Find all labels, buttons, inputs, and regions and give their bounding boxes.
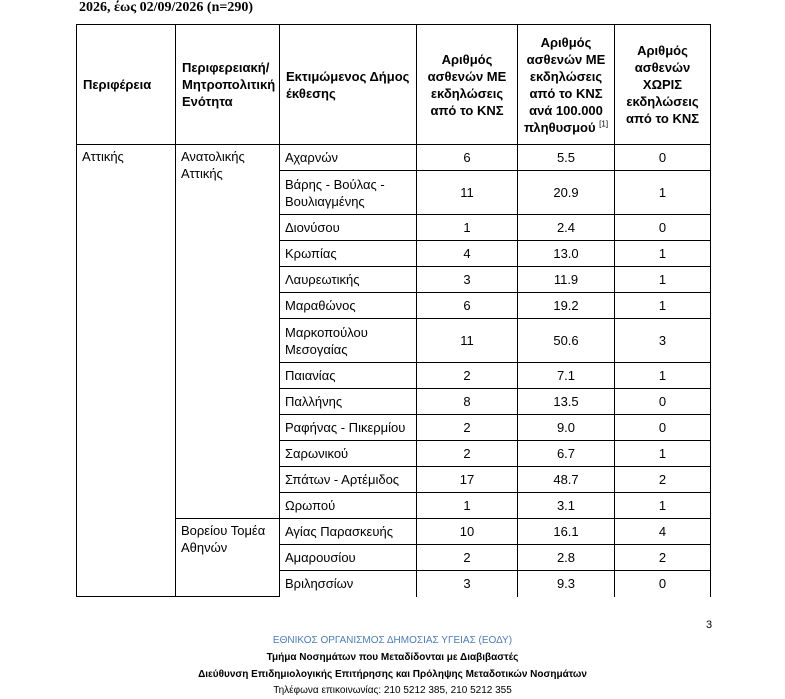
footer-directorate: Διεύθυνση Επιδημιολογικής Επιτήρησης και Πρόληψης Μεταδοτικών Νοσημάτων bbox=[198, 669, 587, 680]
footer-organization: ΕΘΝΙΚΟΣ ΟΡΓΑΝΙΣΜΟΣ ΔΗΜΟΣΙΑΣ ΥΓΕΙΑΣ (ΕΟΔΥ) bbox=[272, 635, 513, 646]
municipality-cell: Ωρωπού bbox=[280, 493, 417, 519]
with-cns-cell: 8 bbox=[417, 389, 518, 415]
page-number: 3 bbox=[706, 619, 713, 631]
per-100k-cell: 11.9 bbox=[518, 267, 615, 293]
table-row bbox=[77, 145, 711, 171]
per-100k-cell: 20.9 bbox=[518, 171, 615, 215]
with-cns-cell: 3 bbox=[417, 267, 518, 293]
without-cns-cell: 1 bbox=[615, 241, 711, 267]
municipality-cell: Σπάτων - Αρτέμιδος bbox=[280, 467, 417, 493]
per-100k-cell: 48.7 bbox=[518, 467, 615, 493]
unit-cell: Ανατολικής Αττικής bbox=[176, 145, 280, 519]
per-100k-cell: 2.8 bbox=[518, 545, 615, 571]
with-cns-cell: 4 bbox=[417, 241, 518, 267]
municipality-cell: Παλλήνης bbox=[280, 389, 417, 415]
per-100k-cell: 7.1 bbox=[518, 363, 615, 389]
without-cns-cell: 1 bbox=[615, 267, 711, 293]
without-cns-cell: 0 bbox=[615, 215, 711, 241]
with-cns-cell: 6 bbox=[417, 145, 518, 171]
per-100k-cell: 2.4 bbox=[518, 215, 615, 241]
per-100k-cell: 9.0 bbox=[518, 415, 615, 441]
per-100k-cell: 5.5 bbox=[518, 145, 615, 171]
without-cns-cell: 1 bbox=[615, 363, 711, 389]
municipality-cell: Μαρκοπούλου Μεσογαίας bbox=[280, 319, 417, 363]
header-unit: Περιφερειακή/ Μητροπολιτική Ενότητα bbox=[176, 25, 280, 145]
municipality-cell: Αμαρουσίου bbox=[280, 545, 417, 571]
municipality-cell: Παιανίας bbox=[280, 363, 417, 389]
without-cns-cell: 1 bbox=[615, 441, 711, 467]
municipality-cell: Διονύσου bbox=[280, 215, 417, 241]
without-cns-cell: 0 bbox=[615, 571, 711, 597]
region-cell: Αττικής bbox=[77, 145, 176, 597]
municipality-cell: Λαυρεωτικής bbox=[280, 267, 417, 293]
per-100k-cell: 9.3 bbox=[518, 571, 615, 597]
header-with-cns: Αριθμός ασθενών ΜΕ εκδηλώσεις από το ΚΝΣ bbox=[417, 25, 518, 145]
with-cns-cell: 10 bbox=[417, 519, 518, 545]
per-100k-cell: 3.1 bbox=[518, 493, 615, 519]
with-cns-cell: 17 bbox=[417, 467, 518, 493]
without-cns-cell: 1 bbox=[615, 171, 711, 215]
with-cns-cell: 1 bbox=[417, 215, 518, 241]
municipality-cell: Βριλησσίων bbox=[280, 571, 417, 597]
header-municipality: Εκτιμώμενος Δήμος έκθεσης bbox=[280, 25, 417, 145]
without-cns-cell: 0 bbox=[615, 389, 711, 415]
without-cns-cell: 4 bbox=[615, 519, 711, 545]
with-cns-cell: 11 bbox=[417, 171, 518, 215]
per-100k-cell: 50.6 bbox=[518, 319, 615, 363]
municipality-cell: Κρωπίας bbox=[280, 241, 417, 267]
municipality-cell: Βάρης - Βούλας - Βουλιαγμένης bbox=[280, 171, 417, 215]
with-cns-cell: 2 bbox=[417, 441, 518, 467]
per-100k-cell: 13.5 bbox=[518, 389, 615, 415]
header-region: Περιφέρεια bbox=[77, 25, 176, 145]
municipality-cell: Μαραθώνος bbox=[280, 293, 417, 319]
without-cns-cell: 0 bbox=[615, 415, 711, 441]
per-100k-cell: 13.0 bbox=[518, 241, 615, 267]
without-cns-cell: 1 bbox=[615, 293, 711, 319]
footer-phones: Τηλέφωνα επικοινωνίας: 210 5212 385, 210 5212 355 bbox=[273, 685, 512, 696]
without-cns-cell: 0 bbox=[615, 145, 711, 171]
per-100k-cell: 16.1 bbox=[518, 519, 615, 545]
with-cns-cell: 2 bbox=[417, 363, 518, 389]
municipality-cell: Αχαρνών bbox=[280, 145, 417, 171]
cases-table bbox=[76, 24, 711, 597]
with-cns-cell: 6 bbox=[417, 293, 518, 319]
without-cns-cell: 1 bbox=[615, 493, 711, 519]
with-cns-cell: 2 bbox=[417, 545, 518, 571]
footnote-ref: [1] bbox=[599, 119, 609, 129]
without-cns-cell: 2 bbox=[615, 545, 711, 571]
page-footer bbox=[0, 633, 785, 699]
municipality-cell: Αγίας Παρασκευής bbox=[280, 519, 417, 545]
with-cns-cell: 3 bbox=[417, 571, 518, 597]
municipality-cell: Ραφήνας - Πικερμίου bbox=[280, 415, 417, 441]
header-row bbox=[77, 25, 711, 145]
per-100k-cell: 19.2 bbox=[518, 293, 615, 319]
municipality-cell: Σαρωνικού bbox=[280, 441, 417, 467]
footer-department: Τμήμα Νοσημάτων που Μεταδίδονται με Διαβιβαστές bbox=[266, 652, 519, 663]
with-cns-cell: 2 bbox=[417, 415, 518, 441]
without-cns-cell: 3 bbox=[615, 319, 711, 363]
unit-cell: Βορείου Τομέα Αθηνών bbox=[176, 519, 280, 597]
page-heading: 2026, έως 02/09/2026 (n=290) bbox=[79, 0, 253, 15]
with-cns-cell: 11 bbox=[417, 319, 518, 363]
header-per-100k bbox=[518, 25, 615, 145]
with-cns-cell: 1 bbox=[417, 493, 518, 519]
header-without-cns: Αριθμός ασθενών ΧΩΡΙΣ εκδηλώσεις από το ΚΝΣ bbox=[615, 25, 711, 145]
without-cns-cell: 2 bbox=[615, 467, 711, 493]
per-100k-cell: 6.7 bbox=[518, 441, 615, 467]
header-per-100k-text: Αριθμός ασθενών ΜΕ εκδηλώσεις από το ΚΝΣ ανά 100.000 πληθυσμού bbox=[523, 34, 606, 135]
